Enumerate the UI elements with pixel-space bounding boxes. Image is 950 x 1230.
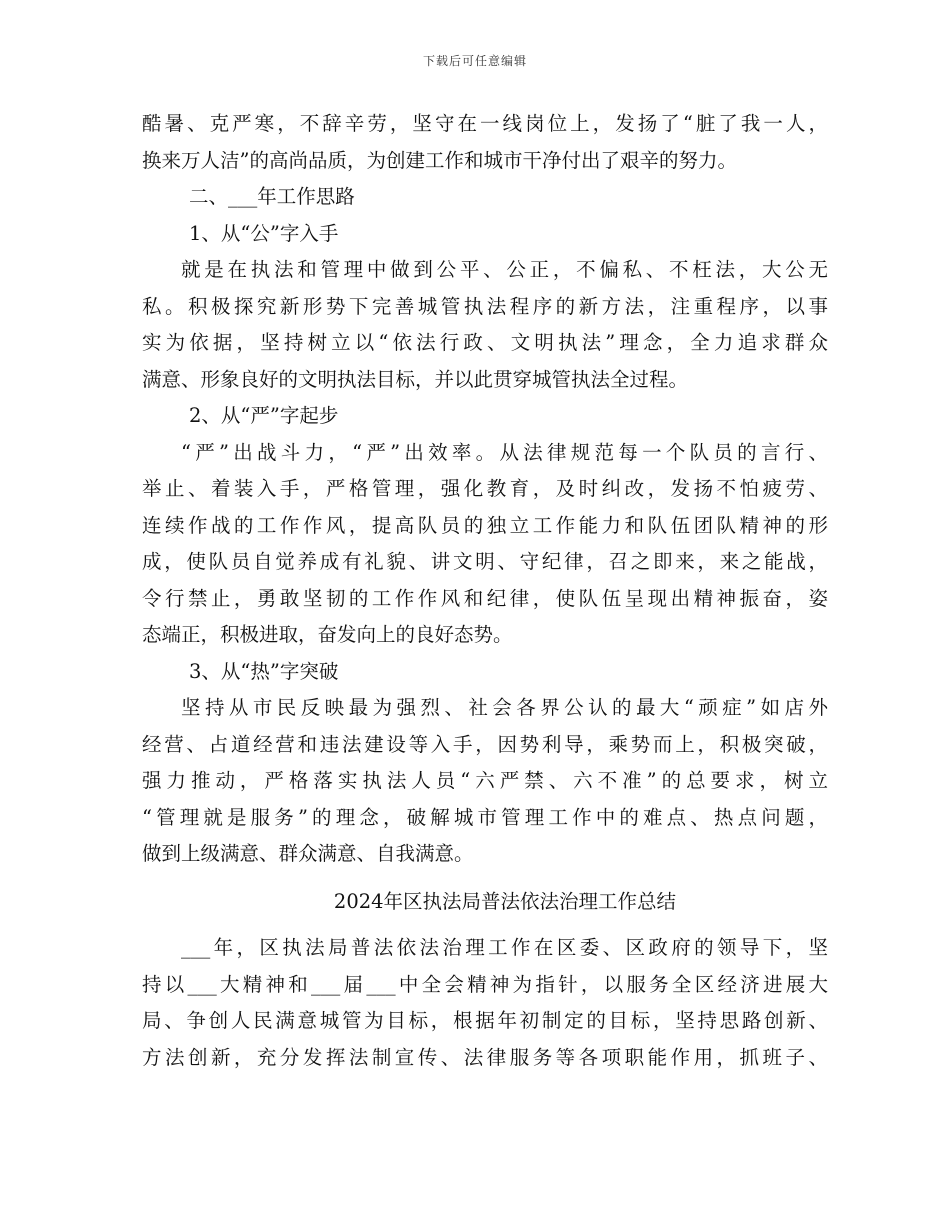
- paragraph-line: 满意、形象良好的文明执法目标，并以此贯穿城管执法全过程。: [142, 367, 689, 391]
- subsection-heading: 1、从“公”字入手: [189, 221, 339, 245]
- paragraph-line: 就是在执法和管理中做到公平、公正，不偏私、不枉法，大公无: [181, 258, 828, 281]
- paragraph-line: “严”出战斗力，“严”出效率。从法律规范每一个队员的言行、: [181, 440, 828, 464]
- paragraph-line: 坚持从市民反映最为强烈、社会各界公认的最大“顽症”如店外: [181, 696, 828, 719]
- paragraph-line: “管理就是服务”的理念，破解城市管理工作中的难点、热点问题，: [142, 805, 828, 829]
- paragraph-line: 令行禁止，勇敢坚韧的工作作风和纪律，使队伍呈现出精神振奋，姿: [142, 586, 828, 610]
- paragraph-line: 实为依据，坚持树立以“依法行政、文明执法”理念，全力追求群众: [142, 331, 828, 354]
- subsection-heading: 2、从“严”字起步: [189, 404, 339, 427]
- page-header-note: 下载后可任意编辑: [422, 54, 527, 68]
- document-title: 2024年区执法局普法依法治理工作总结: [333, 889, 677, 913]
- paragraph-line: 私。积极探究新形势下完善城管执法程序的新方法，注重程序，以事: [142, 294, 828, 318]
- paragraph-line: 局、争创人民满意城管为目标，根据年初制定的目标，坚持思路创新、: [142, 1009, 828, 1032]
- paragraph-line: 换来万人洁”的高尚品质，为创建工作和城市干净付出了艰辛的努力。: [142, 148, 737, 172]
- paragraph-line: 酷暑、克严寒，不辞辛劳，坚守在一线岗位上，发扬了“脏了我一人，: [142, 112, 828, 135]
- paragraph-line: 成，使队员自觉养成有礼貌、讲文明、守纪律，召之即来，来之能战，: [142, 550, 828, 573]
- subsection-heading: 3、从“热”字突破: [189, 659, 339, 683]
- paragraph-line: 持以___大精神和___届___中全会精神为指针，以服务全区经济进展大: [142, 972, 828, 996]
- paragraph-line: 方法创新，充分发挥法制宣传、法律服务等各项职能作用，抓班子、: [142, 1045, 828, 1069]
- paragraph-line: 强力推动，严格落实执法人员“六严禁、六不准”的总要求，树立: [142, 769, 828, 792]
- paragraph-line: 连续作战的工作作风，提高队员的独立工作能力和队伍团队精神的形: [142, 513, 828, 537]
- paragraph-line: 举止、着装入手，严格管理，强化教育，及时纠改，发扬不怕疲劳、: [142, 477, 828, 500]
- paragraph-line: 做到上级满意、群众满意、自我满意。: [142, 842, 474, 865]
- section-heading: 二、___年工作思路: [189, 185, 355, 208]
- paragraph-line: ___年，区执法局普法依法治理工作在区委、区政府的领导下，坚: [181, 936, 828, 959]
- paragraph-line: 经营、占道经营和违法建设等入手，因势利导，乘势而上，积极突破，: [142, 732, 828, 756]
- paragraph-line: 态端正，积极进取，奋发向上的良好态势。: [142, 623, 513, 646]
- document-body: [142, 106, 828, 1076]
